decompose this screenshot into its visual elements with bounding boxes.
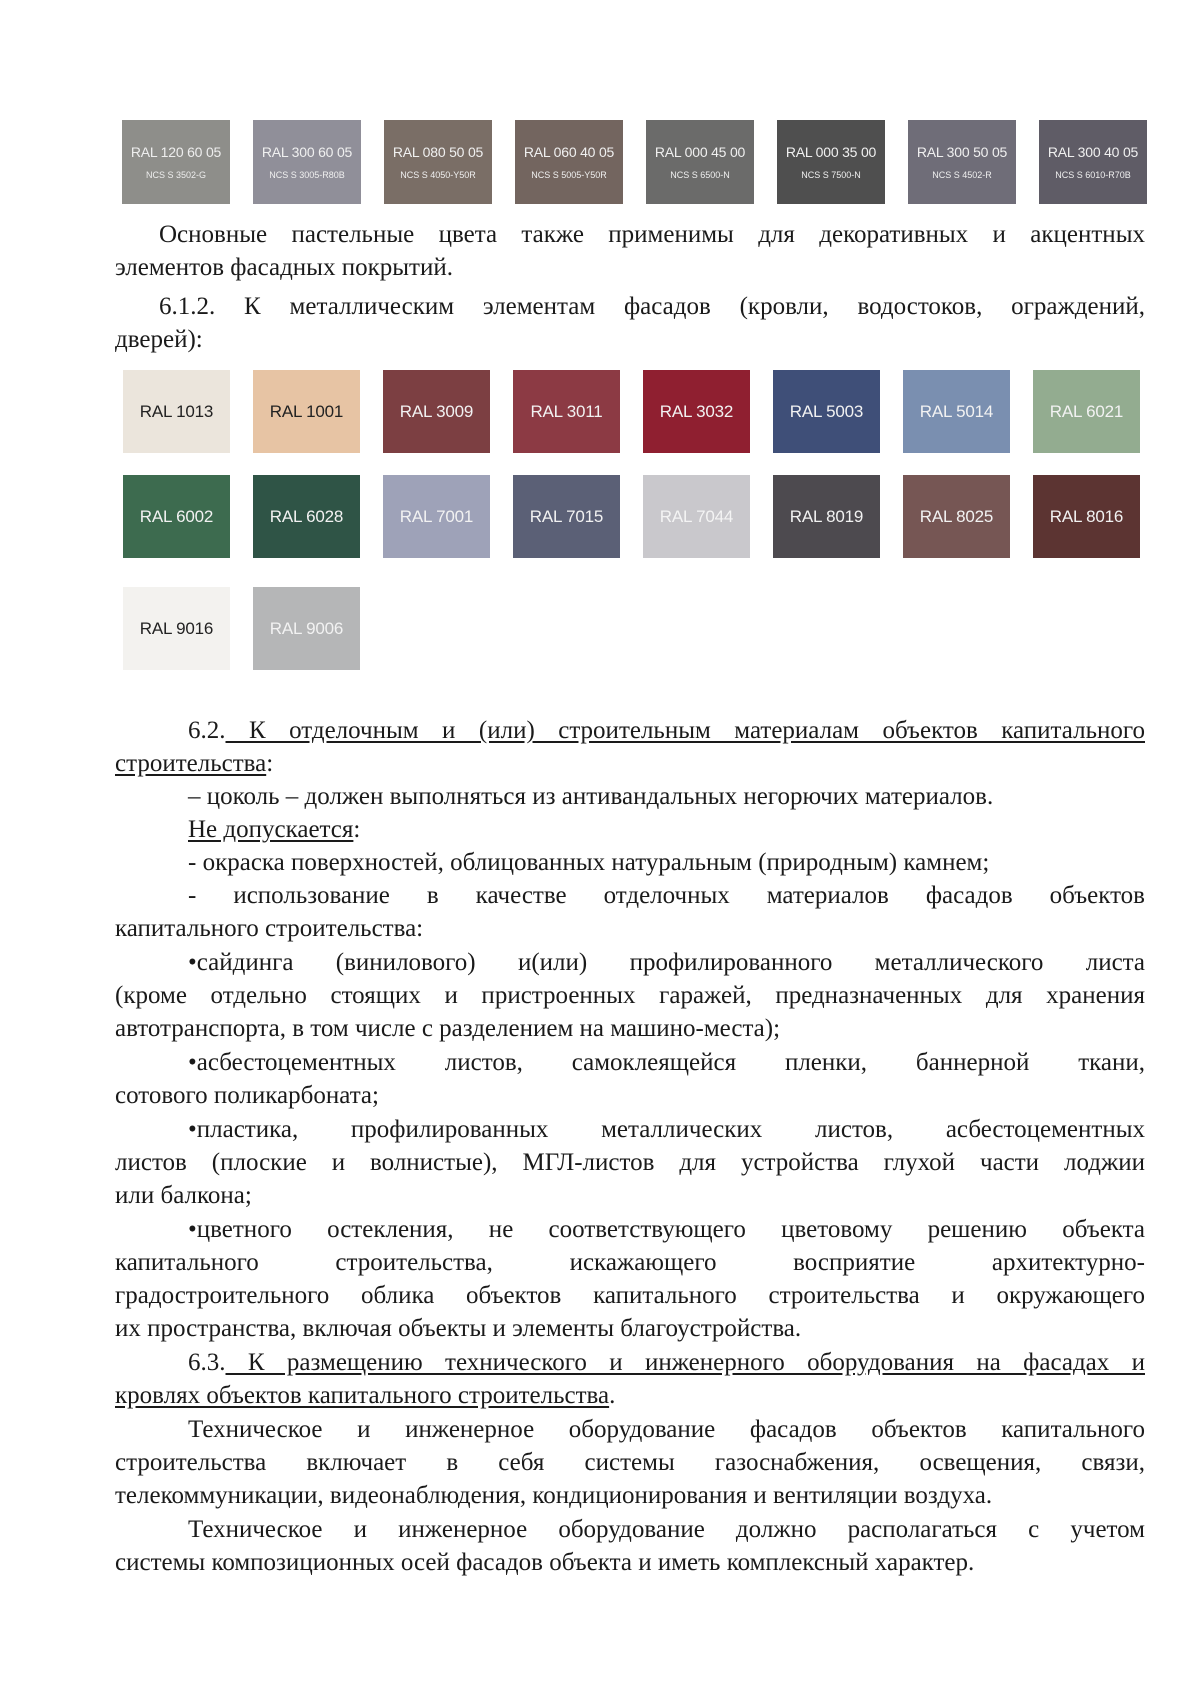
not-allowed-label: Не допускается [188,816,354,843]
swatch-label: RAL 3032 [659,401,734,421]
swatch-ral-7001 [383,475,490,558]
swatch-label: RAL 1013 [139,401,214,421]
swatch-ral-1001 [253,370,360,453]
bullet-glazing-line-2: капитального строительства, искажающего восприятие архитектурно- [115,1249,1145,1276]
swatch-ral-label: RAL 060 40 05 [523,144,615,160]
prohibition-painting-stone: - окраска поверхностей, облицованных натуральным (природным) камнем; [188,849,990,876]
swatch-ral-9016 [123,587,230,670]
not-allowed-heading [115,813,1145,846]
swatch-label: RAL 9016 [139,618,214,638]
swatch-ral-080-50-05 [384,120,492,204]
plinth-requirement: – цоколь – должен выполняться из антивандальных негорючих материалов. [188,783,994,810]
swatch-label: RAL 3009 [399,401,474,421]
swatch-ral-120-60-05 [122,120,230,204]
equipment-paragraph-line-1: Техническое и инженерное оборудование фасадов объектов капитального [188,1416,1145,1443]
swatch-ral-5003 [773,370,880,453]
swatch-ral-8016 [1033,475,1140,558]
swatch-ncs-label: NCS S 4050-Y50R [400,170,476,180]
swatch-ral-3011 [513,370,620,453]
section-6-3-number: 6.3. [188,1349,226,1376]
bullet-siding-line-3: автотранспорта, в том числе с разделением на машино-места); [115,1015,781,1042]
swatch-ral-7015 [513,475,620,558]
swatch-ral-000-45-00 [646,120,754,204]
section-6-1-2-line-2: дверей): [115,326,203,353]
swatch-ral-300-60-05 [253,120,361,204]
section-6-3-heading-line-1 [115,1346,1145,1379]
swatch-ral-8025 [903,475,1010,558]
equipment-paragraph-line-3: телекоммуникации, видеонаблюдения, кондиционирования и вентиляции воздуха. [115,1482,993,1509]
section-6-2-title: К отделочным и (или) строительным материалам объектов капитального [225,717,1145,744]
section-6-2-heading-line-2 [115,747,1145,780]
swatch-label: RAL 8019 [789,506,864,526]
swatch-ral-9006 [253,587,360,670]
pastel-paragraph-line-1: Основные пастельные цвета также применимы для декоративных и акцентных [159,221,1145,248]
swatch-ral-000-35-00 [777,120,885,204]
swatch-label: RAL 7015 [529,506,604,526]
bullet-glazing-line-4: их пространства, включая объекты и элементы благоустройства. [115,1315,802,1342]
section-6-2-heading-line-1 [115,714,1145,747]
swatch-ral-300-40-05 [1039,120,1147,204]
swatch-ncs-label: NCS S 3502-G [145,170,207,180]
swatch-ral-label: RAL 080 50 05 [392,144,484,160]
swatch-ral-1013 [123,370,230,453]
swatch-ral-label: RAL 300 60 05 [261,144,353,160]
swatch-label: RAL 6002 [139,506,214,526]
swatch-ncs-label: NCS S 7500-N [801,170,861,180]
swatch-label: RAL 5014 [919,401,994,421]
section-6-3-title-cont: кровлях объектов капитального строительства [115,1382,610,1409]
bullet-siding-line-1: •сайдинга (винилового) и(или) профилированного металлического листа [188,949,1145,976]
equipment-paragraph-line-2: строительства включает в себя системы газоснабжения, освещения, связи, [115,1449,1145,1476]
prohibition-materials-line-2: капитального строительства: [115,915,424,942]
swatch-ral-label: RAL 300 50 05 [916,144,1008,160]
swatch-ral-label: RAL 000 35 00 [785,144,877,160]
pastel-paragraph-line-2: элементов фасадных покрытий. [115,254,453,281]
swatch-label: RAL 5003 [789,401,864,421]
swatch-ral-label: RAL 120 60 05 [130,144,222,160]
swatch-label: RAL 6028 [269,506,344,526]
placement-paragraph-line-1: Техническое и инженерное оборудование должно располагаться с учетом [188,1516,1145,1543]
swatch-ral-label: RAL 000 45 00 [654,144,746,160]
swatch-ral-6002 [123,475,230,558]
section-6-3-heading-line-2 [115,1379,1145,1412]
bullet-plastic-line-2: листов (плоские и волнистые), МГЛ-листов для устройства глухой части лоджии [115,1149,1145,1176]
section-6-1-2-line-1: 6.1.2. К металлическим элементам фасадов (кровли, водостоков, ограждений, [159,293,1145,320]
swatch-ral-060-40-05 [515,120,623,204]
swatch-ral-8019 [773,475,880,558]
swatch-ral-6028 [253,475,360,558]
bullet-plastic-line-3: или балкона; [115,1182,252,1209]
swatch-ral-6021 [1033,370,1140,453]
swatch-ral-300-50-05 [908,120,1016,204]
swatch-ncs-label: NCS S 3005-R80B [269,170,345,180]
bullet-plastic-line-1: •пластика, профилированных металлических листов, асбестоцементных [188,1116,1145,1143]
swatch-label: RAL 7001 [399,506,474,526]
not-allowed-colon: : [353,816,361,843]
swatch-ral-label: RAL 300 40 05 [1047,144,1139,160]
bullet-glazing-line-1: •цветного остекления, не соответствующего цветовому решению объекта [188,1216,1145,1243]
swatch-ral-3032 [643,370,750,453]
bullet-asbestos-line-1: •асбестоцементных листов, самоклеящейся пленки, баннерной ткани, [188,1049,1145,1076]
swatch-label: RAL 6021 [1049,401,1124,421]
swatch-label: RAL 9006 [269,618,344,638]
swatch-ral-5014 [903,370,1010,453]
section-6-2-colon: : [266,750,274,777]
swatch-label: RAL 3011 [530,401,603,421]
swatch-label: RAL 7044 [659,506,734,526]
swatch-ncs-label: NCS S 4502-R [932,170,992,180]
section-6-3-title: К размещению технического и инженерного оборудования на фасадах и [225,1349,1145,1376]
swatch-ncs-label: NCS S 6500-N [670,170,730,180]
swatch-ral-7044 [643,475,750,558]
swatch-ncs-label: NCS S 5005-Y50R [531,170,607,180]
section-6-3-dot: . [609,1382,616,1409]
section-6-2-number: 6.2. [188,717,226,744]
bullet-siding-line-2: (кроме отдельно стоящих и пристроенных гаражей, предназначенных для хранения [115,982,1145,1009]
placement-paragraph-line-2: системы композиционных осей фасадов объекта и иметь комплексный характер. [115,1549,975,1576]
swatch-label: RAL 8016 [1049,506,1124,526]
section-6-2-title-cont: строительства [115,750,267,777]
prohibition-materials-line-1: - использование в качестве отделочных материалов фасадов объектов [188,882,1145,909]
swatch-ral-3009 [383,370,490,453]
bullet-asbestos-line-2: сотового поликарбоната; [115,1082,379,1109]
swatch-label: RAL 8025 [919,506,994,526]
bullet-glazing-line-3: градостроительного облика объектов капитального строительства и окружающего [115,1282,1145,1309]
swatch-ncs-label: NCS S 6010-R70B [1055,170,1131,180]
swatch-label: RAL 1001 [269,401,344,421]
